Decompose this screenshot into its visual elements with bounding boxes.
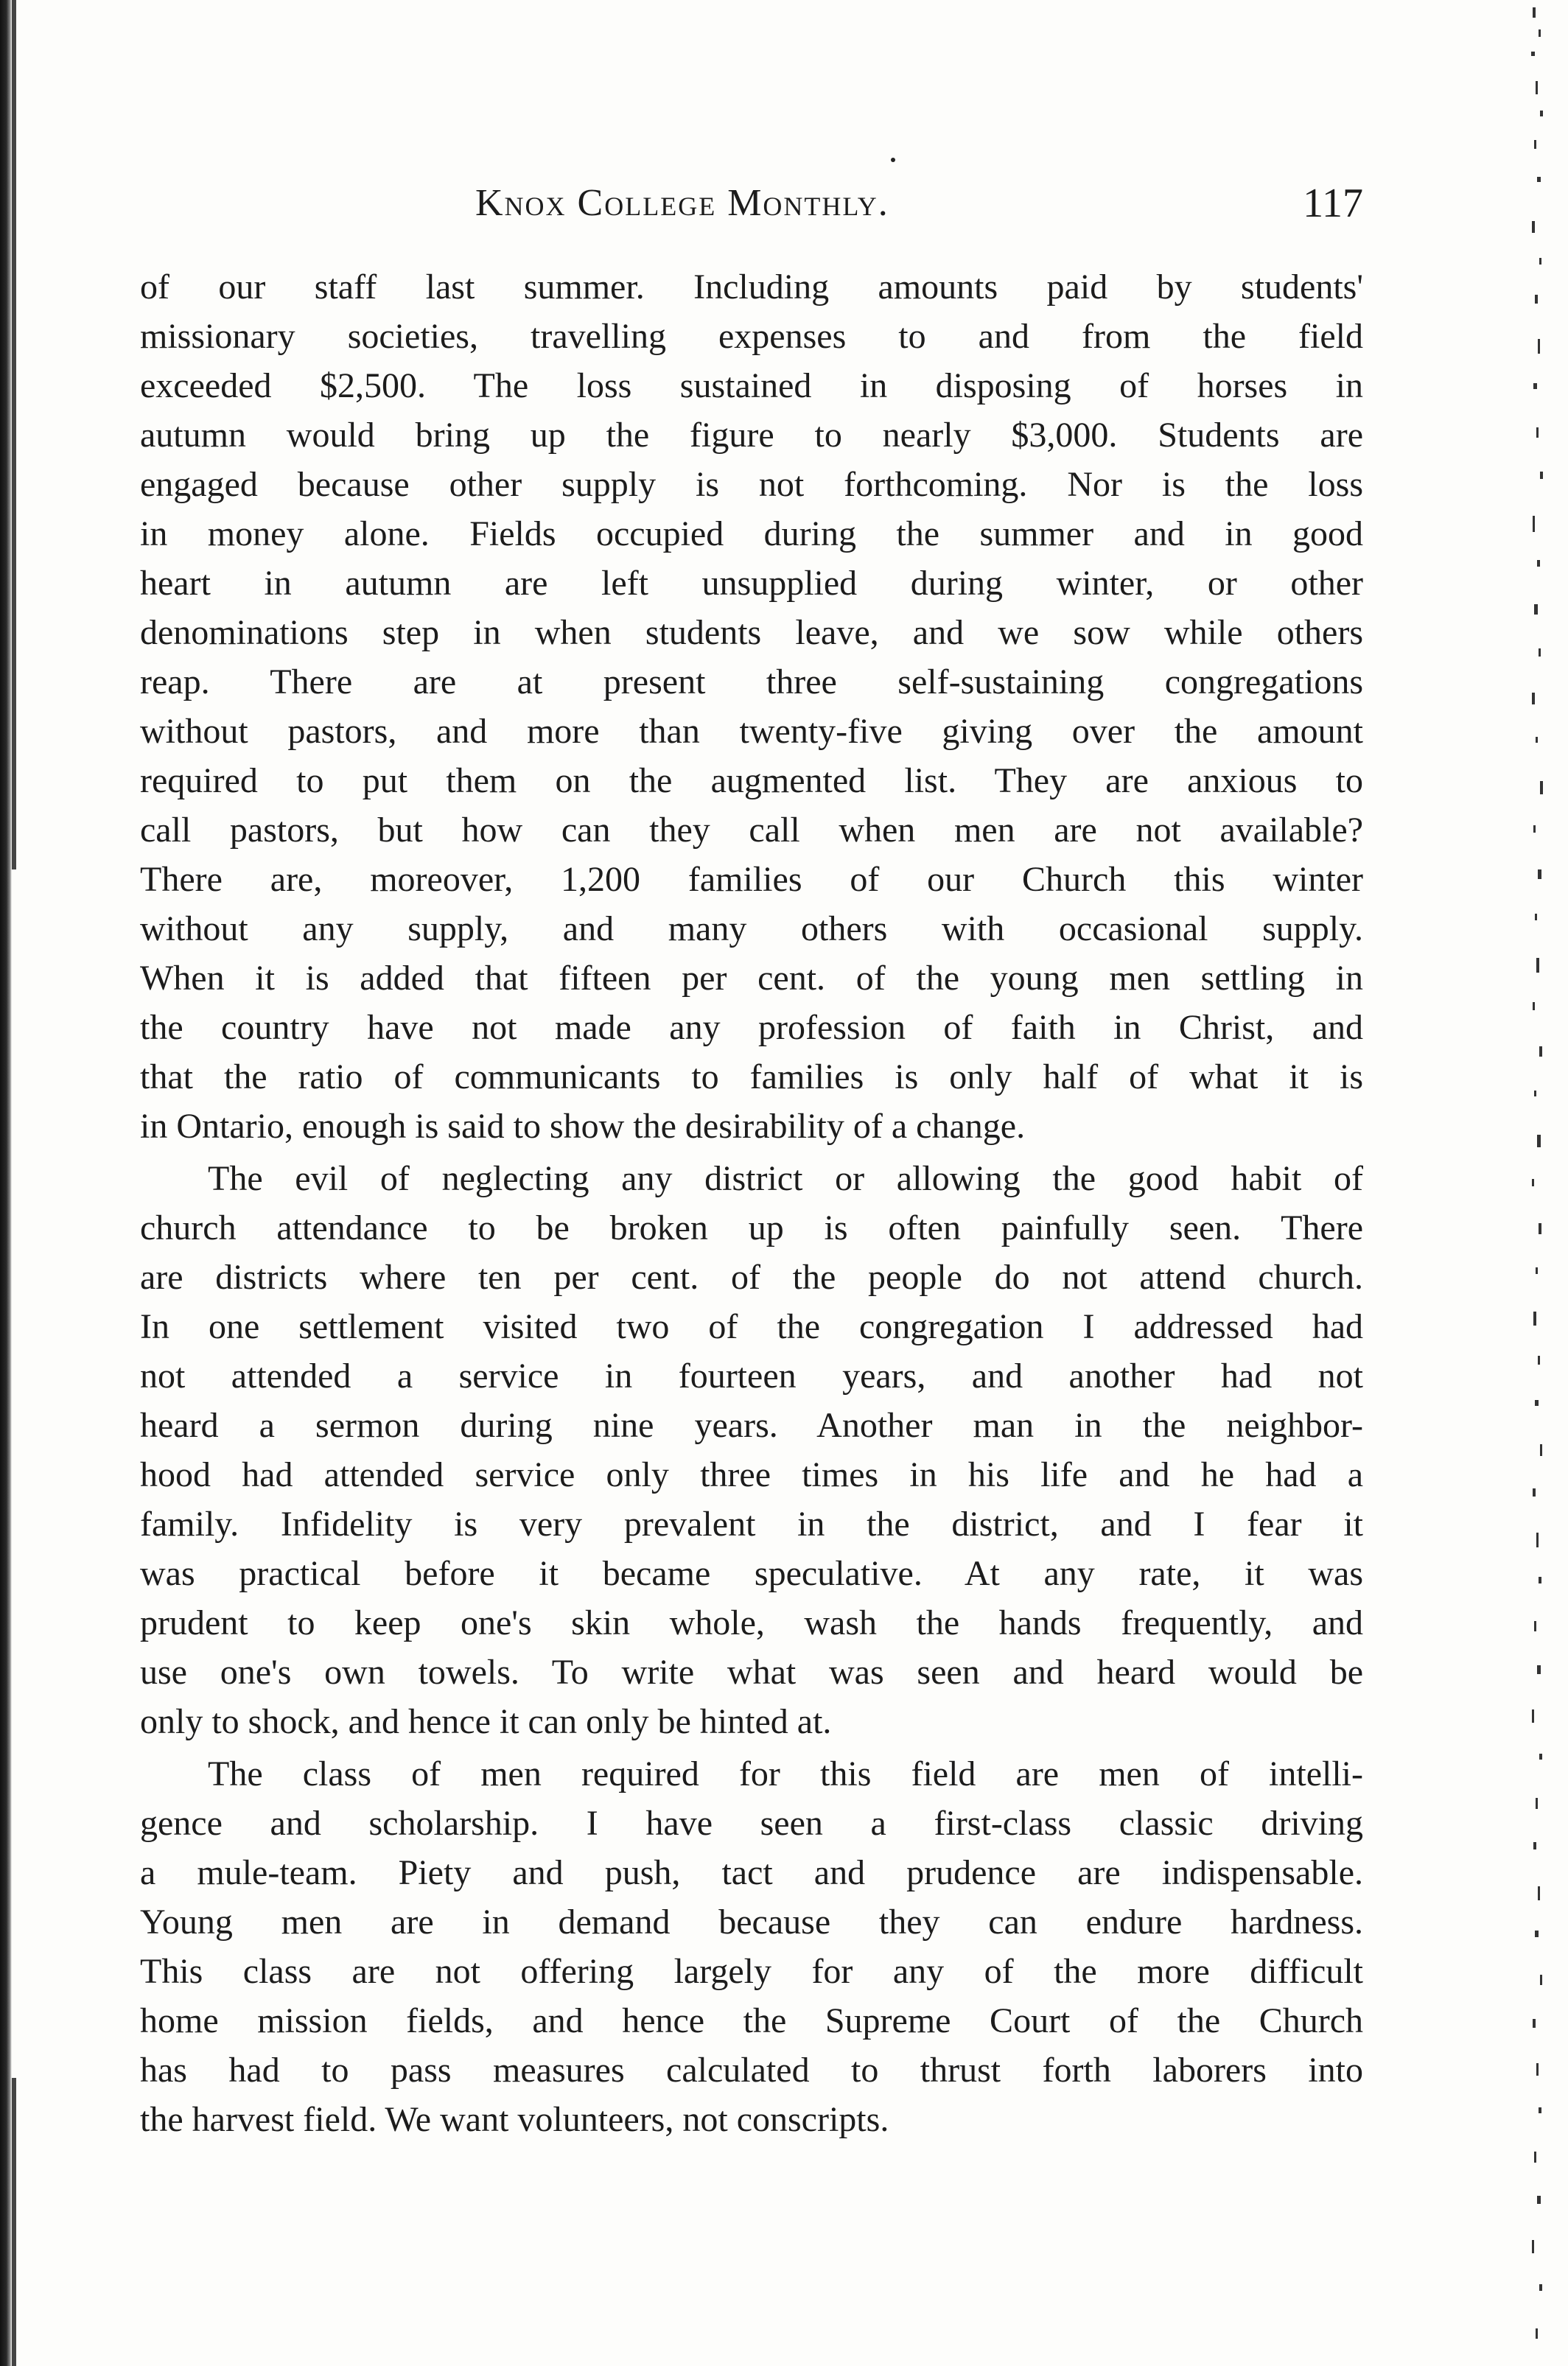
text-line: home mission fields, and hence the Supreme Court of the Church — [140, 2001, 1363, 2040]
text-line: without pastors, and more than twenty-five giving over the amount — [140, 712, 1363, 751]
text-line: the harvest field. We want volunteers, not conscripts. — [140, 2100, 889, 2139]
text-line: only to shock, and hence it can only be hinted at. — [140, 1702, 832, 1741]
text-line: has had to pass measures calculated to thrust forth laborers into — [140, 2051, 1363, 2090]
text-line: heart in autumn are left unsupplied during winter, or other — [140, 564, 1363, 603]
text-line: denominations step in when students leave, and we sow while others — [140, 613, 1363, 652]
text-line: exceeded $2,500. The loss sustained in disposing of horses in — [140, 366, 1363, 405]
text-line: The evil of neglecting any district or allowing the good habit of — [208, 1159, 1363, 1198]
text-line: a mule-team. Piety and push, tact and prudence are indispensable. — [140, 1853, 1363, 1892]
text-line: engaged because other supply is not forthcoming. Nor is the loss — [140, 465, 1363, 504]
binding-speck — [12, 2078, 16, 2366]
text-line: in money alone. Fields occupied during the summer and in good — [140, 514, 1363, 553]
text-line: in Ontario, enough is said to show the desirability of a change. — [140, 1107, 1026, 1146]
running-head — [140, 174, 1363, 233]
text-line: use one's own towels. To write what was seen and heard would be — [140, 1653, 1363, 1692]
running-title: Knox College Monthly. — [475, 182, 889, 224]
text-line: prudent to keep one's skin whole, wash the hands frequently, and — [140, 1603, 1363, 1642]
paragraph-3 — [140, 1749, 1363, 2144]
text-line: that the ratio of communicants to families is only half of what it is — [140, 1057, 1363, 1096]
text-line: call pastors, but how can they call when men are not available? — [140, 811, 1363, 850]
text-line: of our staff last summer. Including amounts paid by students' — [140, 267, 1363, 307]
text-line: the country have not made any profession of faith in Christ, and — [140, 1008, 1363, 1047]
text-line: was practical before it became speculative. At any rate, it was — [140, 1554, 1363, 1593]
text-line: This class are not offering largely for any of the more difficult — [140, 1952, 1363, 1991]
body-text — [140, 262, 1363, 2144]
text-line: are districts where ten per cent. of the people do not attend church. — [140, 1258, 1363, 1297]
text-line: When it is added that fifteen per cent. of the young men settling in — [140, 959, 1363, 998]
ink-dot — [891, 158, 895, 162]
text-line: In one settlement visited two of the congregation I addressed had — [140, 1307, 1363, 1346]
text-line: hood had attended service only three times in his life and he had a — [140, 1455, 1363, 1494]
binding-speck — [12, 0, 16, 869]
text-line: family. Infidelity is very prevalent in the district, and I fear it — [140, 1505, 1363, 1544]
text-line: gence and scholarship. I have seen a first-class classic driving — [140, 1804, 1363, 1843]
text-line: not attended a service in fourteen years, and another had not — [140, 1357, 1363, 1396]
text-line: heard a sermon during nine years. Another man in the neighbor- — [140, 1406, 1363, 1445]
text-line: Young men are in demand because they can endure hardness. — [140, 1903, 1363, 1942]
paragraph-2 — [140, 1154, 1363, 1746]
page-number: 117 — [1303, 181, 1363, 226]
text-line: autumn would bring up the figure to nearly $3,000. Students are — [140, 416, 1363, 455]
text-line: reap. There are at present three self-sustaining congregations — [140, 662, 1363, 701]
text-line: without any supply, and many others with occasional supply. — [140, 909, 1363, 948]
text-line: There are, moreover, 1,200 families of our Church this winter — [140, 860, 1363, 899]
paragraph-1 — [140, 262, 1363, 1151]
text-line: required to put them on the augmented list. They are anxious to — [140, 761, 1363, 800]
text-line: The class of men required for this field are men of intelli- — [208, 1754, 1363, 1793]
text-line: church attendance to be broken up is often painfully seen. There — [140, 1208, 1363, 1247]
text-line: missionary societies, travelling expenses to and from the field — [140, 317, 1363, 356]
binding-shadow — [0, 0, 12, 2366]
scan-edge-noise — [1518, 0, 1562, 2366]
